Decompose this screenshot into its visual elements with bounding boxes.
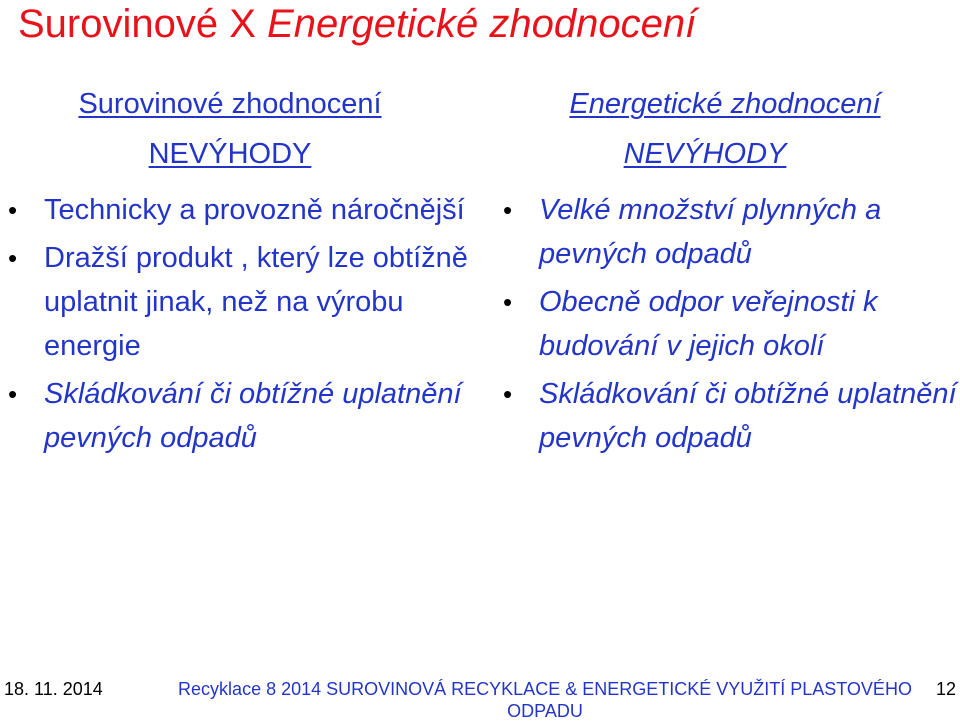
right-column <box>495 84 960 464</box>
right-bullet-item <box>495 280 960 368</box>
right-column-heading: Energetické zhodnocení <box>569 88 881 120</box>
left-bullet-text: Skládkování či obtížné uplatnění pevných odpadů <box>44 378 462 454</box>
left-bullet-item <box>0 236 470 368</box>
left-bullet-list <box>0 188 470 460</box>
left-bullet-item <box>0 372 470 460</box>
left-column <box>0 84 470 464</box>
right-column-subheading: NEVÝHODY <box>623 138 787 170</box>
footer-date: 18. 11. 2014 <box>4 679 103 699</box>
left-bullet-text: Dražší produkt , který lze obtížně uplatnit jinak, než na výrobu energie <box>44 242 468 362</box>
page-number: 12 <box>935 679 956 699</box>
slide-footer <box>0 676 960 722</box>
bullet-icon: • <box>503 379 513 409</box>
slide-title-part1: Surovinové X <box>18 2 268 46</box>
right-bullet-text: Velké množství plynných a pevných odpadů <box>539 194 882 270</box>
bullet-icon: • <box>8 379 18 409</box>
bullet-icon: • <box>503 195 513 225</box>
bullet-icon: • <box>8 195 18 225</box>
left-column-subheading: NEVÝHODY <box>148 138 312 170</box>
bullet-icon: • <box>8 243 18 273</box>
slide-title-part2: Energetické zhodnocení <box>267 2 697 46</box>
right-bullet-text: Obecně odpor veřejnosti k budování v jejich okolí <box>539 286 878 362</box>
right-bullet-text: Skládkování či obtížné uplatnění pevných odpadů <box>539 378 957 454</box>
right-bullet-item <box>495 372 960 460</box>
footer-text: Recyklace 8 2014 SUROVINOVÁ RECYKLACE & ENERGETICKÉ VYUŽITÍ PLASTOVÉHO ODPADU <box>178 679 912 721</box>
right-bullet-list <box>495 188 960 460</box>
bullet-icon: • <box>503 287 513 317</box>
slide-title <box>18 0 696 48</box>
left-bullet-item <box>0 188 470 232</box>
left-bullet-text: Technicky a provozně náročnější <box>44 194 465 226</box>
right-bullet-item <box>495 188 960 276</box>
left-column-heading: Surovinové zhodnocení <box>78 88 382 120</box>
